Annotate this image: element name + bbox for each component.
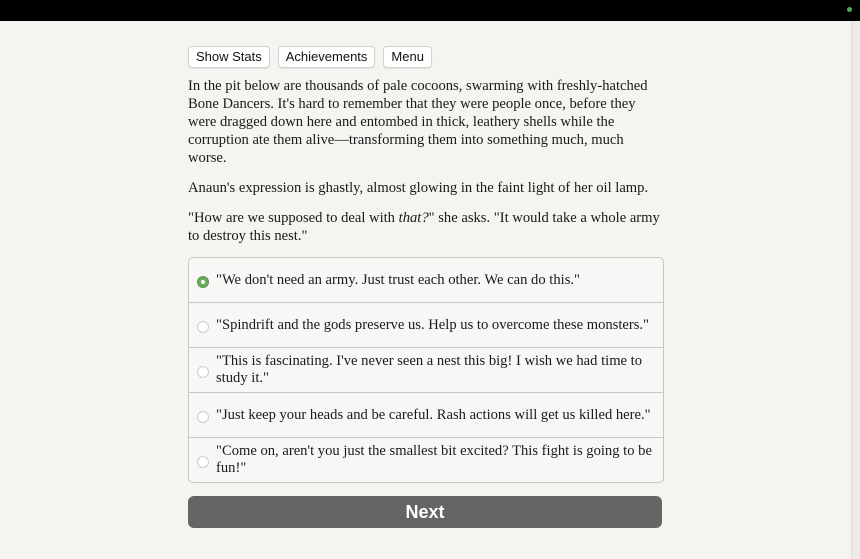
choice-label: "This is fascinating. I've never seen a nest this big! I wish we had time to study it." bbox=[216, 353, 643, 386]
choice-option[interactable] bbox=[189, 347, 663, 392]
next-button[interactable]: Next bbox=[188, 496, 662, 528]
choice-label: "Just keep your heads and be careful. Rash actions will get us killed here." bbox=[216, 406, 651, 423]
quote-emphasis: that? bbox=[398, 210, 429, 226]
choice-option[interactable] bbox=[189, 437, 663, 482]
story-quote bbox=[188, 209, 664, 245]
achievements-button[interactable]: Achievements bbox=[278, 46, 376, 68]
radio-icon[interactable] bbox=[197, 456, 209, 468]
game-content bbox=[188, 46, 664, 528]
radio-icon[interactable] bbox=[197, 321, 209, 333]
menu-button[interactable]: Menu bbox=[383, 46, 432, 68]
story-paragraph: In the pit below are thousands of pale cocoons, swarming with freshly-hatched Bone Dancers. It's hard to remember that they were people once, before they were dragged down here and entombed in thick, leathery shells while the corruption ate them alive—transforming them into something much, much worse. bbox=[188, 78, 648, 166]
choice-option[interactable] bbox=[189, 302, 663, 347]
quote-text: "How are we supposed to deal with bbox=[188, 210, 399, 226]
choice-label: "Spindrift and the gods preserve us. Help us to overcome these monsters." bbox=[216, 316, 650, 333]
status-dot-icon bbox=[847, 7, 852, 12]
window-top-bar bbox=[0, 0, 860, 21]
show-stats-button[interactable]: Show Stats bbox=[188, 46, 270, 68]
radio-selected-icon[interactable] bbox=[197, 276, 209, 288]
story-paragraph: Anaun's expression is ghastly, almost glowing in the faint light of her oil lamp. bbox=[188, 180, 649, 196]
choice-list bbox=[188, 257, 664, 483]
toolbar bbox=[188, 46, 664, 68]
choice-option[interactable] bbox=[189, 392, 663, 437]
choice-option[interactable] bbox=[189, 258, 663, 302]
story-text bbox=[188, 77, 664, 245]
scrollbar[interactable] bbox=[851, 21, 860, 559]
quote-text: " she asks. "It would take a whole army to destroy this nest." bbox=[188, 210, 660, 244]
radio-icon[interactable] bbox=[197, 366, 209, 378]
choice-label: "We don't need an army. Just trust each other. We can do this." bbox=[216, 271, 580, 288]
choice-label: "Come on, aren't you just the smallest bit excited? This fight is going to be fun!" bbox=[216, 443, 652, 476]
radio-icon[interactable] bbox=[197, 411, 209, 423]
